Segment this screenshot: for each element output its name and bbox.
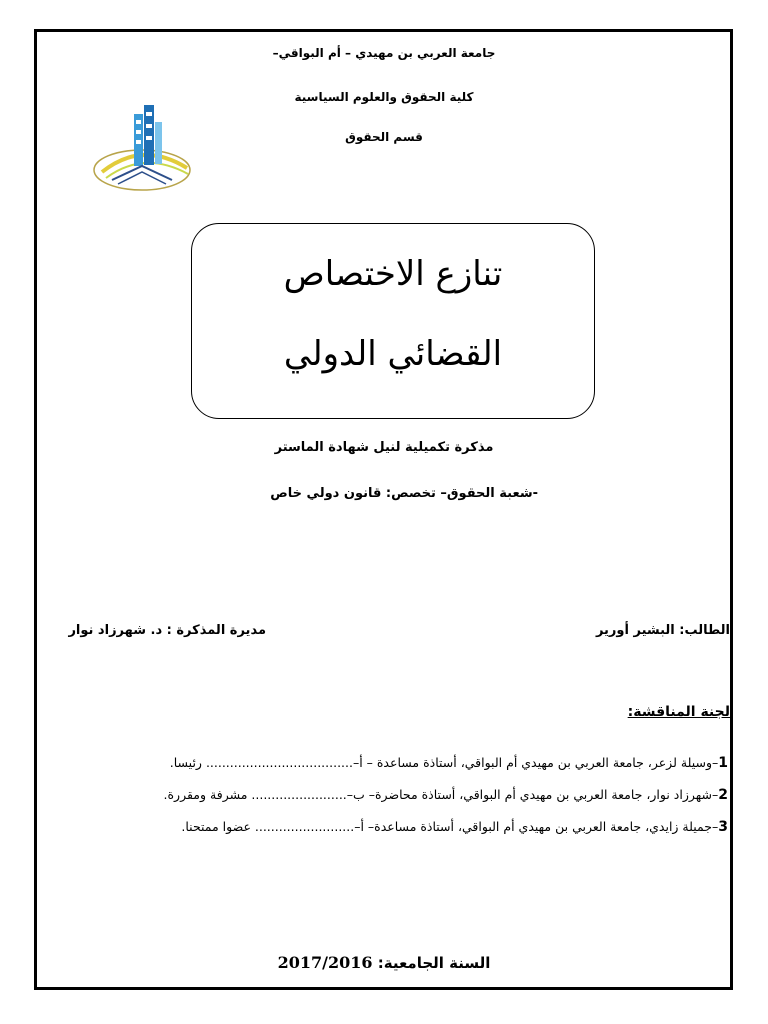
academic-year-label: السنة الجامعية: (377, 954, 491, 972)
thesis-type: مذكرة تكميلية لنيل شهادة الماستر (274, 440, 494, 455)
member-number: 1 (718, 755, 728, 771)
academic-year-value: 2017/2016 (277, 953, 373, 972)
academic-year (0, 953, 768, 972)
committee-member (164, 787, 728, 803)
department-name: قسم الحقوق (345, 130, 423, 144)
title-box (191, 223, 595, 419)
member-number: 3 (718, 819, 728, 835)
committee-heading: لجنة المناقشة: (627, 704, 730, 720)
supervisor-name: مديرة المذكرة : د. شهرزاد نوار (68, 623, 266, 638)
committee-member (181, 819, 728, 835)
thesis-specialty: -شعبة الحقوق– تخصص: قانون دولي خاص (270, 486, 538, 501)
member-text: –جميلة زايدي، جامعة العربي بن مهيدي أم البواقي، أستاذة مساعدة– أ–......................... عضوا ممتحنا. (181, 819, 719, 834)
university-name: جامعة العربي بن مهيدي – أم البواقي– (272, 46, 496, 60)
member-text: –وسيلة لزعر، جامعة العربي بن مهيدي أم البواقي، أستاذة مساعدة – أ–..................................... رئيسا. (169, 755, 719, 770)
thesis-title-line1: تنازع الاختصاص (283, 254, 503, 294)
thesis-title-line2: القضائي الدولي (283, 334, 503, 374)
university-logo (92, 100, 202, 195)
member-number: 2 (718, 787, 728, 803)
member-text: –شهرزاد نوار، جامعة العربي بن مهيدي أم البواقي، أستاذة محاضرة– ب–........................ مشرفة ومقررة. (163, 787, 719, 802)
student-name: الطالب: البشير أورير (595, 623, 730, 638)
committee-member (170, 755, 728, 771)
faculty-name: كلية الحقوق والعلوم السياسية (294, 90, 474, 104)
